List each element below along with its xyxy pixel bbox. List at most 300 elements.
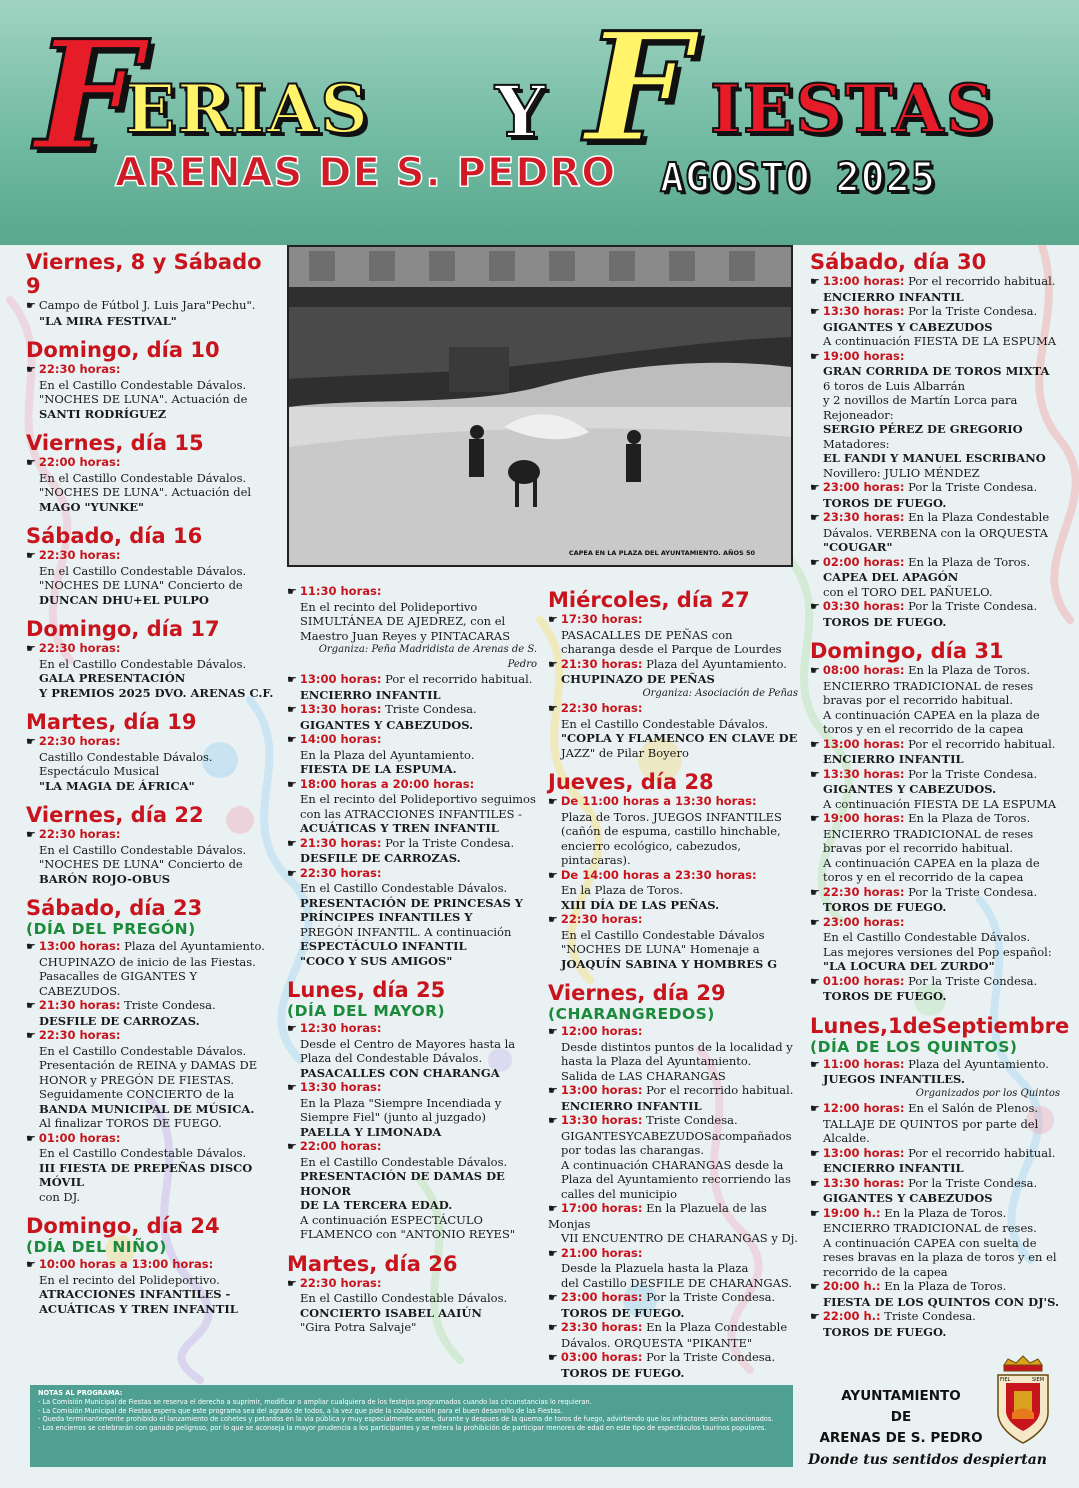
event-line: "NOCHES DE LUNA". Actuación de [39,392,248,406]
event-time: 13:00 horas: [560,1083,643,1097]
event-item [810,1176,1060,1206]
event-line: FIESTA DE LA ESPUMA. [300,762,457,776]
day-heading: Sábado, día 23 [26,896,203,920]
day-subtitle: (DÍA DEL NIÑO) [26,1238,167,1256]
event-line: En el Castillo Condestable Dávalos. [39,1043,247,1058]
event-line: En la Plaza "Siempre Incendiada y [300,1095,502,1110]
event-time-line [26,1028,278,1044]
event-time-line [810,1101,1060,1117]
event-time: 19:00 horas: [822,348,905,363]
event-item [26,827,278,886]
event-item [287,1021,537,1080]
event-time: 03:30 horas: [822,599,905,613]
event-item [26,734,278,793]
event-place: En el Salón de Plenos. [908,1101,1039,1115]
event-time-line [810,663,1060,679]
event-place: Por la Triste Condesa. [908,1175,1038,1190]
pointing-hand-icon: ☛ [548,657,558,671]
event-time: 22:30 horas: [38,1028,121,1042]
pointing-hand-icon: ☛ [810,767,820,781]
event-item [810,885,1060,915]
event-time: 13:00 horas: [822,736,905,751]
pointing-hand-icon: ☛ [287,1276,297,1290]
event-time-line [548,612,798,628]
event-time: 03:00 horas: [560,1350,643,1364]
day-subtitle: (DÍA DEL PREGÓN) [26,920,196,938]
event-line: Pasacalles de GIGANTES Y CABEZUDOS. [39,969,198,998]
event-item [548,612,798,657]
title-ferias-rest: ERIAS [125,70,370,148]
photo-caption: CAPEA EN LA PLAZA DEL AYUNTAMIENTO. AÑOS 50 [568,549,755,557]
event-item [287,672,537,702]
event-time-line [810,599,1060,615]
event-line: charanga desde el Parque de Lourdes [561,642,782,656]
event-time: 22:00 horas: [38,455,121,469]
schedule-column-3 [548,588,798,1390]
pointing-hand-icon: ☛ [26,299,36,312]
town-hall-signature [810,1386,992,1449]
schedule-column-2 [287,584,537,1345]
day-block [287,584,537,968]
event-place: Por la Triste Condesa. [908,480,1038,494]
day-block [26,1214,278,1316]
event-line: 6 toros de Luis Albarrán [823,378,966,393]
event-time: 21:30 horas: [38,998,121,1012]
event-line: PRÍNCIPES INFANTILES Y [300,910,473,924]
event-time: 22:00 h.: [822,1309,881,1323]
day-block [548,981,798,1380]
event-item [810,974,1060,1004]
event-line: En el Castillo Condestable Dávalos. [823,930,1031,944]
event-time: 21:30 horas: [299,835,382,850]
event-time-line [548,1113,798,1129]
event-line: Rejoneador: [823,407,894,422]
pointing-hand-icon: ☛ [548,1084,558,1097]
day-block [287,978,537,1242]
event-item [810,1146,1060,1176]
event-line: A continuación CAPEA con suelta de [823,1235,1037,1250]
event-line: En el Castillo Condestable Dávalos. [561,716,769,731]
event-line: "LA MAGIA DE ÁFRICA" [39,778,195,793]
event-item [810,1206,1060,1280]
event-place: En la Plaza de Toros. [908,554,1031,569]
pointing-hand-icon: ☛ [287,585,297,598]
event-item [26,939,278,998]
event-line: Desde distintos puntos de la localidad y [561,1039,793,1054]
event-line: "LA MIRA FESTIVAL" [39,313,177,328]
event-item [26,1257,278,1316]
event-time-line [26,998,278,1014]
event-time: 19:00 h.: [822,1205,881,1220]
event-line: En el recinto del Polideportivo seguimos [300,792,536,806]
event-time: 13:30 horas: [560,1113,643,1127]
pointing-hand-icon: ☛ [810,600,820,613]
event-item [548,1290,798,1320]
event-line: A continuación CAPEA en la plaza de [823,707,1040,722]
event-line: encierro ecológico, cabezudos, [561,838,741,853]
event-time-line [548,701,798,717]
ayto-line-2: DE [890,1409,912,1425]
day-heading: Miércoles, día 27 [548,588,750,612]
pointing-hand-icon: ☛ [548,1246,558,1260]
event-time: 17:00 horas: [560,1201,643,1215]
event-line: TOROS DE FUEGO. [823,614,947,629]
event-time-line [26,734,278,750]
event-item [548,1083,798,1113]
pointing-hand-icon: ☛ [810,1057,820,1071]
event-line: PRESENTACIÓN DE DAMAS DE HONOR [300,1169,505,1198]
event-place: En la Plaza de Toros. [908,811,1031,825]
event-line: BARÓN ROJO-OBUS [39,871,171,886]
event-place: Plaza del Ayuntamiento. [646,656,787,671]
day-block [26,524,278,607]
event-place: En la Plaza Condestable [908,510,1050,524]
event-line: A continuación CHARANGAS desde la [561,1157,784,1172]
day-subtitle: (CHARANGREDOS) [548,1005,715,1023]
event-item [287,584,537,672]
event-time-line [810,510,1060,526]
slogan: Donde tus sentidos despiertan [808,1452,1047,1468]
day-heading: Martes, día 26 [287,1251,458,1276]
pointing-hand-icon: ☛ [810,1310,820,1323]
event-line: DESFILE DE CARROZAS. [39,1013,200,1028]
event-line: Y PREMIOS 2025 DVO. ARENAS C.F. [39,685,274,700]
event-line: EL FANDI Y MANUEL ESCRIBANO [823,451,1046,465]
event-item [287,702,537,732]
event-line: por todas las charangas. [561,1143,705,1157]
event-line: ENCIERRO INFANTIL [561,1098,702,1113]
event-time-line [548,912,798,928]
event-line: Plaza de Toros. JUEGOS INFANTILES [561,809,782,824]
event-time: 13:00 horas: [299,672,382,686]
event-time-line [287,836,537,852]
day-block [26,250,278,328]
event-time: 21:30 horas: [560,656,643,671]
pointing-hand-icon: ☛ [26,940,36,953]
event-item [548,1246,798,1291]
event-time: 12:30 horas: [299,1021,382,1035]
event-line: Matadores: [823,436,890,451]
pointing-hand-icon: ☛ [548,868,558,882]
pointing-hand-icon: ☛ [287,836,297,850]
event-line: En el Castillo Condestable Dávalos. [300,1154,508,1169]
event-line: TOROS DE FUEGO. [561,1305,685,1320]
event-time: 17:30 horas: [560,612,643,626]
event-time-line [287,672,537,688]
event-time-line [810,885,1060,901]
event-time-line [810,737,1060,753]
event-line: toros y en el recorrido de la capea [823,870,1024,884]
event-time-line [810,349,1060,365]
event-line: Al finalizar TOROS DE FUEGO. [39,1116,222,1130]
event-line: VII ENCUENTRO DE CHARANGAS y Dj. [561,1231,798,1245]
event-time-line [810,555,1060,571]
day-block [548,770,798,971]
event-time: 22:30 horas: [299,865,382,880]
event-time: 22:00 horas: [299,1139,382,1153]
event-line: XIII DÍA DE LAS PEÑAS. [561,897,720,912]
event-place: Plaza del Ayuntamiento. [908,1056,1049,1071]
pointing-hand-icon: ☛ [810,305,820,318]
day-block [26,431,278,514]
pointing-hand-icon: ☛ [26,642,36,655]
event-place: Por la Triste Condesa. [646,1290,776,1304]
ayto-line-3: ARENAS DE S. PEDRO [819,1430,983,1446]
event-item [287,1080,537,1139]
pointing-hand-icon: ☛ [810,1146,820,1160]
event-line: En el Castillo Condestable Dávalos. [300,1291,508,1305]
event-line: ENCIERRO INFANTIL [823,1161,964,1175]
event-time: 22:30 horas: [822,884,905,899]
event-organizer: Organiza: Peña Madridista de Arenas de S. Pedro [318,644,537,670]
pointing-hand-icon: ☛ [287,733,297,746]
event-time: 22:30 horas: [38,362,121,376]
pointing-hand-icon: ☛ [26,456,36,469]
event-place: Por el recorrido habitual. [646,1083,794,1097]
event-place: Por el recorrido habitual. [908,274,1056,288]
day-block [26,710,278,793]
event-time-line [548,1350,798,1366]
pointing-hand-icon: ☛ [810,349,820,363]
event-line: con las ATRACCIONES INFANTILES - [300,806,523,821]
event-item [548,701,798,760]
pointing-hand-icon: ☛ [287,703,297,716]
event-item [810,767,1060,812]
event-line: "COCO Y SUS AMIGOS" [300,953,453,968]
title-y: Y [495,70,547,153]
event-item [810,599,1060,629]
event-time: De 11:00 horas a 13:30 horas: [560,794,757,808]
event-time: 22:30 horas: [38,548,121,562]
event-time: 13:30 horas: [299,1080,382,1094]
pointing-hand-icon: ☛ [26,999,36,1012]
pointing-hand-icon: ☛ [548,1321,558,1334]
event-time-line [287,1139,537,1155]
pointing-hand-icon: ☛ [287,1140,297,1153]
event-line: Siempre Fiel" (junto al juzgado) [300,1110,486,1124]
event-line: DUNCAN DHU+EL PULPO [39,592,209,607]
event-line: GIGANTESYCABEZUDOSacompañados [561,1128,792,1143]
pointing-hand-icon: ☛ [548,1351,558,1364]
event-place: Por el recorrido habitual. [908,736,1056,751]
event-time: 23:00 horas: [560,1290,643,1304]
event-line: TALLAJE DE QUINTOS por parte del [823,1116,1039,1131]
event-line: En el Castillo Condestable Dávalos. [39,842,247,857]
title-fiestas-rest: IESTAS [710,70,996,148]
event-time: 01:00 horas: [822,973,905,988]
event-line: ENCIERRO INFANTIL [823,289,964,304]
event-item [548,868,798,913]
event-time-line [810,974,1060,990]
event-line: III FIESTA DE PREPEÑAS DISCO MÓVIL [39,1160,253,1189]
event-time-line [810,304,1060,320]
event-line: DESFILE DE CARROZAS. [300,851,461,865]
event-line: A continuación FIESTA DE LA ESPUMA [823,334,1057,348]
pointing-hand-icon: ☛ [810,481,820,494]
event-item [810,349,1060,481]
event-item [810,1309,1060,1339]
event-time-line [287,1080,537,1096]
notes-title: NOTAS AL PROGRAMA: [38,1389,123,1397]
event-time-line [548,657,798,673]
event-line: En el recinto del Polideportivo. [39,1272,220,1287]
event-item [810,915,1060,974]
pointing-hand-icon: ☛ [810,915,820,929]
pointing-hand-icon: ☛ [26,828,36,841]
event-line: (cañón de espuma, castillo hinchable, [561,824,781,838]
event-line: TOROS DE FUEGO. [823,989,947,1003]
event-line: "COPLA Y FLAMENCO EN CLAVE DE [561,731,798,745]
event-line: Dávalos. ORQUESTA "PIKANTE" [561,1335,753,1350]
pointing-hand-icon: ☛ [810,974,820,988]
event-line: CONCIERTO ISABEL AAIÚN [300,1305,482,1320]
day-heading: Viernes, 8 y Sábado 9 [26,250,262,298]
event-item [810,663,1060,737]
event-line: PASACALLES DE PEÑAS con [561,627,733,642]
day-block [26,338,278,421]
event-line: Salida de LAS CHARANGAS [561,1068,726,1083]
schedule-column-1 [26,250,278,1326]
event-line: GIGANTES Y CABEZUDOS. [300,717,474,732]
note-item: - La Comisión Municipal de Fiestas se reserva el derecho a suprimir, modificar o ampliar cualquiera de los festejos programados cuando las circunstancias lo requieran. [38,1397,592,1406]
event-line: HONOR y PREGÓN DE FIESTAS. [39,1072,235,1087]
pointing-hand-icon: ☛ [810,1206,820,1220]
event-time-line [26,455,278,471]
event-item [810,555,1060,600]
event-time-line [810,1146,1060,1162]
day-heading: Domingo, día 31 [810,639,1004,663]
pointing-hand-icon: ☛ [548,702,558,715]
day-heading: Viernes, día 22 [26,803,204,827]
pointing-hand-icon: ☛ [548,1291,558,1304]
event-time: 22:30 horas: [38,734,121,748]
historic-photo [287,245,793,567]
pointing-hand-icon: ☛ [810,885,820,899]
event-time-line [26,548,278,564]
event-line: SERGIO PÉREZ DE GREGORIO [823,422,1023,436]
event-item [287,732,537,777]
coat-of-arms-icon [992,1355,1054,1447]
event-line: BANDA MUNICIPAL DE MÚSICA. [39,1101,255,1116]
event-time: De 14:00 horas a 23:30 horas: [560,867,757,882]
event-line: PAELLA Y LIMONADA [300,1124,442,1139]
day-heading: Domingo, día 10 [26,338,220,362]
event-line: GIGANTES Y CABEZUDOS [823,319,993,334]
event-line: En la Plaza del Ayuntamiento. [300,747,475,762]
program-notes [30,1385,793,1467]
event-time: 13:30 horas: [299,702,382,716]
day-heading: Jueves, día 28 [548,770,714,794]
event-time: 22:30 horas: [38,827,121,841]
event-time-line [26,1257,278,1273]
event-line: TOROS DE FUEGO. [823,900,947,914]
event-month: AGOSTO 2025 [660,155,936,201]
event-line: bravas por el recorrido habitual. [823,841,1014,855]
event-line: TOROS DE FUEGO. [823,1324,947,1339]
event-line: toros y en el recorrido de la capea [823,722,1024,736]
event-time: 22:30 horas: [38,641,121,655]
event-time-line [287,866,537,882]
event-line: En el Castillo Condestable Dávalos. [39,1146,247,1160]
event-item [26,298,278,328]
event-line: A continuación CAPEA en la plaza de [823,855,1040,870]
event-place: Por la Triste Condesa. [646,1350,776,1364]
event-line: "LA LOCURA DEL ZURDO" [823,959,995,973]
day-heading: Viernes, día 15 [26,431,204,455]
event-time-line [26,1131,278,1147]
event-line: En la Plaza de Toros. [561,883,683,897]
bullring-photo-illustration [289,247,791,565]
event-time-line [548,1320,798,1336]
event-line: "NOCHES DE LUNA". Actuación del [39,485,252,499]
title-fiestas-initial: F [585,0,692,176]
pointing-hand-icon: ☛ [548,913,558,926]
event-time-line [26,827,278,843]
event-item [810,737,1060,767]
event-place: Triste Condesa. [884,1309,976,1323]
event-place: Por la Triste Condesa. [908,973,1038,988]
day-block [26,896,278,1204]
event-time: 13:30 horas: [822,304,905,318]
pointing-hand-icon: ☛ [810,812,820,825]
event-item [810,1101,1060,1146]
event-line: y 2 novillos de Martín Lorca para [823,393,1018,407]
event-item [287,1139,537,1242]
event-line: calles del municipio [561,1186,677,1201]
event-line: En el Castillo Condestable Dávalos. [39,563,247,578]
pointing-hand-icon: ☛ [548,613,558,626]
event-line: CHUPINAZO DE PEÑAS [561,672,715,686]
event-line: ENCIERRO TRADICIONAL de reses. [823,1221,1037,1235]
pointing-hand-icon: ☛ [287,866,297,880]
pointing-hand-icon: ☛ [810,664,820,677]
event-time: 11:00 horas: [822,1056,905,1071]
event-item [548,912,798,971]
event-item [810,811,1060,885]
event-place: Plaza del Ayuntamiento. [124,939,265,953]
day-heading: Sábado, día 16 [26,524,203,548]
day-heading: Domingo, día 24 [26,1214,220,1238]
event-line: PASACALLES CON CHARANGA [300,1065,500,1080]
event-line: En el recinto del Polideportivo [300,599,478,614]
day-block [26,617,278,700]
pointing-hand-icon: ☛ [810,1102,820,1115]
event-time: 23:00 horas: [822,480,905,494]
event-item [287,866,537,969]
event-line: JUEGOS INFANTILES. [823,1072,965,1086]
pointing-hand-icon: ☛ [548,1025,558,1038]
pointing-hand-icon: ☛ [287,1081,297,1094]
pointing-hand-icon: ☛ [548,795,558,808]
pointing-hand-icon: ☛ [810,511,820,524]
event-item [548,1320,798,1350]
event-line: ESPECTÁCULO INFANTIL [300,939,467,953]
event-place: Por la Triste Condesa. [908,304,1038,318]
event-time: 22:30 horas: [560,701,643,715]
title-ferias-initial: F [35,8,142,184]
note-item: - Queda terminantemente prohibido el lanzamiento de cohetes y petardos en la vía pública y muy especialmente antes, durante y despues de la quema de toros de fuego, advirtiendo que los infractores serán sancionados. [38,1415,774,1424]
event-line: hasta la Plaza del Ayuntamiento. [561,1054,752,1068]
event-organizer: Organiza: Asociación de Peñas [642,687,798,699]
event-place: Por la Triste Condesa. [908,599,1038,613]
event-time-line [26,298,278,314]
event-place: Por el recorrido habitual. [385,672,533,686]
event-line: ENCIERRO TRADICIONAL de reses [823,678,1034,693]
event-item [548,657,798,702]
pointing-hand-icon: ☛ [810,1280,820,1293]
event-line: ACUÁTICAS Y TREN INFANTIL [300,821,499,835]
event-line: ACUÁTICAS Y TREN INFANTIL [39,1301,238,1316]
